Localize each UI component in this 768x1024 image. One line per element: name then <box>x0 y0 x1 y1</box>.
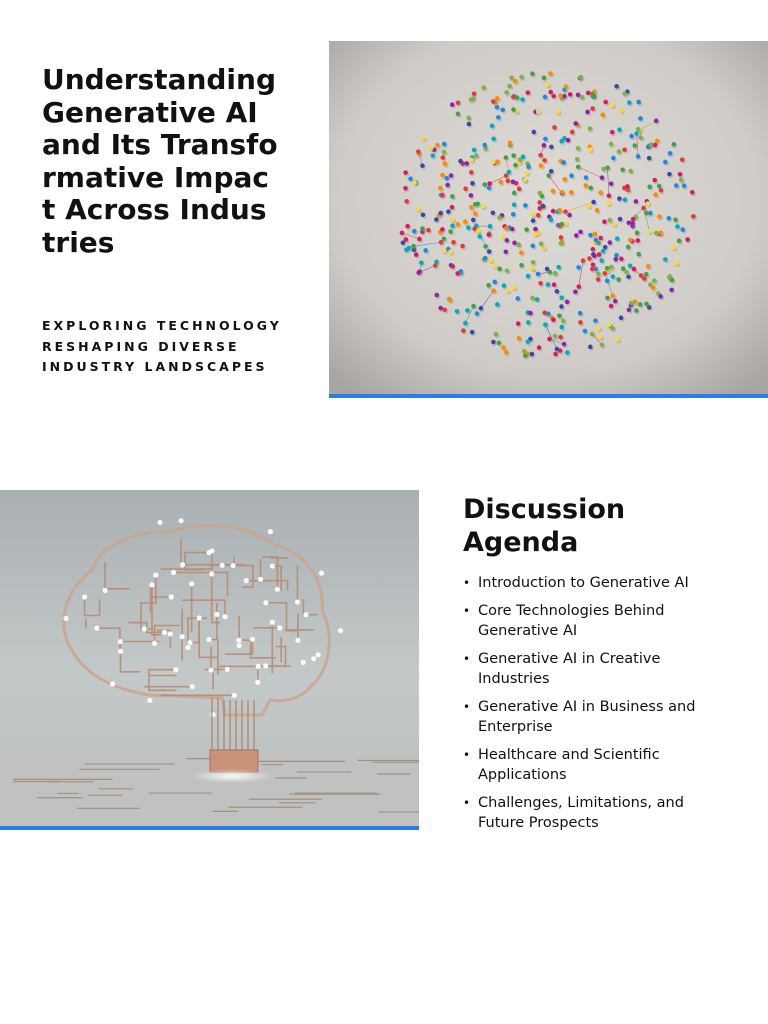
agenda-item-text: Healthcare and Scientific Applications <box>478 747 660 783</box>
agenda-item <box>463 573 718 593</box>
agenda-item-text: Generative AI in Creative Industries <box>478 651 661 687</box>
agenda-item <box>463 697 718 737</box>
bullet-icon: • <box>463 700 471 714</box>
bullet-icon: • <box>463 604 471 618</box>
accent-bar <box>0 826 419 830</box>
agenda-item-text: Core Technologies Behind Generative AI <box>478 603 665 639</box>
bullet-icon: • <box>463 576 471 590</box>
agenda-list <box>463 573 718 841</box>
bullet-icon: • <box>463 652 471 666</box>
network-graph-image <box>329 41 768 394</box>
agenda-item <box>463 601 718 641</box>
agenda-item <box>463 793 718 833</box>
presentation-subtitle: EXPLORING TECHNOLOGY RESHAPING DIVERSE INDUSTRY LANDSCAPES <box>42 318 282 374</box>
agenda-slide <box>0 450 768 870</box>
agenda-item-text: Generative AI in Business and Enterprise <box>478 699 696 735</box>
presentation-title: Understanding Generative AI and Its Transformative Impact Across Industries <box>42 63 278 259</box>
title-slide <box>0 0 768 420</box>
agenda-item-text: Challenges, Limitations, and Future Prospects <box>478 795 684 831</box>
bullet-icon: • <box>463 748 471 762</box>
accent-bar <box>329 394 768 398</box>
agenda-item <box>463 649 718 689</box>
agenda-item <box>463 745 718 785</box>
agenda-item-text: Introduction to Generative AI <box>478 575 689 591</box>
bullet-icon: • <box>463 796 471 810</box>
circuit-brain-image <box>0 490 419 826</box>
agenda-heading: Discussion Agenda <box>463 494 626 558</box>
